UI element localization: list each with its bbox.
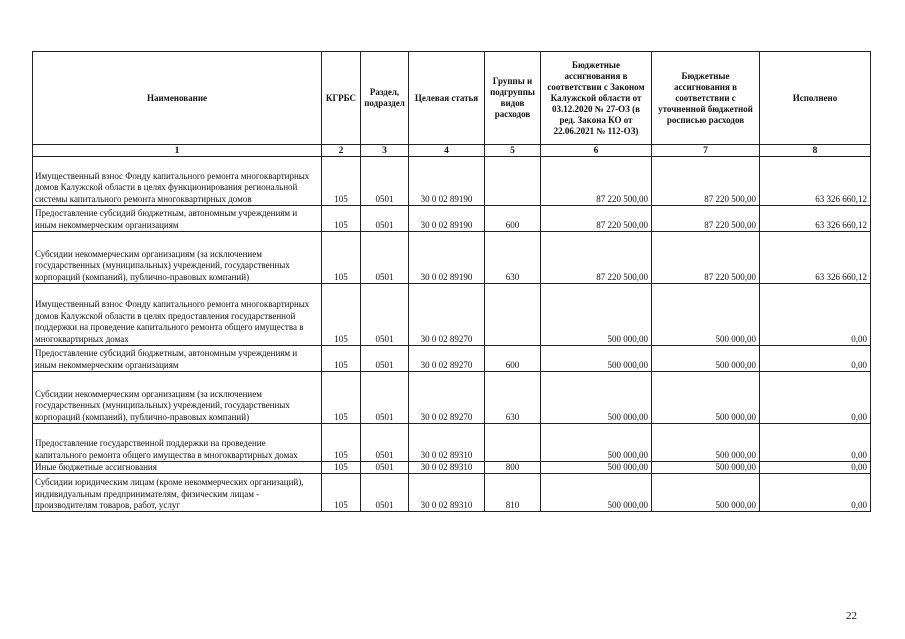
- row-name: Предоставление государственной поддержки на проведение капитального ремонта общего имущества в многоквартирных домах: [33, 424, 322, 462]
- row-executed-amount: 0,00: [760, 372, 871, 424]
- row-executed-amount: 63 326 660,12: [760, 232, 871, 284]
- row-section: 0501: [361, 474, 409, 512]
- row-kgrbs: 105: [322, 424, 361, 462]
- row-target: 30 0 02 89270: [409, 372, 485, 424]
- row-law-amount: 500 000,00: [541, 474, 652, 512]
- row-law-amount: 87 220 500,00: [541, 206, 652, 232]
- row-refined-amount: 87 220 500,00: [652, 157, 760, 206]
- row-target: 30 0 02 89190: [409, 232, 485, 284]
- row-executed-amount: 0,00: [760, 462, 871, 474]
- row-section: 0501: [361, 284, 409, 346]
- row-executed-amount: 0,00: [760, 474, 871, 512]
- row-group: [485, 157, 541, 206]
- row-refined-amount: 87 220 500,00: [652, 206, 760, 232]
- row-group: 600: [485, 346, 541, 372]
- row-law-amount: 500 000,00: [541, 346, 652, 372]
- row-group: 630: [485, 232, 541, 284]
- row-executed-amount: 0,00: [760, 424, 871, 462]
- table-header-row: [33, 52, 871, 145]
- header-kgrbs: КГРБС: [322, 52, 361, 145]
- row-target: 30 0 02 89310: [409, 474, 485, 512]
- row-section: 0501: [361, 232, 409, 284]
- column-number: 8: [760, 145, 871, 157]
- row-section: 0501: [361, 424, 409, 462]
- column-number: 5: [485, 145, 541, 157]
- table-row: [33, 157, 871, 206]
- row-law-amount: 87 220 500,00: [541, 232, 652, 284]
- row-section: 0501: [361, 346, 409, 372]
- row-kgrbs: 105: [322, 372, 361, 424]
- table-row: [33, 474, 871, 512]
- row-name: Субсидии некоммерческим организациям (за исключением государственных (муниципальных) учреждений, государственных корпораций (компаний), публично-правовых компаний): [33, 372, 322, 424]
- row-target: 30 0 02 89190: [409, 206, 485, 232]
- row-kgrbs: 105: [322, 232, 361, 284]
- row-target: 30 0 02 89310: [409, 462, 485, 474]
- row-kgrbs: 105: [322, 284, 361, 346]
- header-group: Группы и подгруппы видов расходов: [485, 52, 541, 145]
- table-row: [33, 346, 871, 372]
- row-name: Субсидии юридическим лицам (кроме некоммерческих организаций), индивидуальным предпринимателям, физическим лицам - производителям товаров, работ, услуг: [33, 474, 322, 512]
- header-refined-allocations: Бюджетные ассигнования в соответствии с уточненной бюджетной росписью расходов: [652, 52, 760, 145]
- table-row: [33, 462, 871, 474]
- row-target: 30 0 02 89310: [409, 424, 485, 462]
- column-number: 3: [361, 145, 409, 157]
- row-law-amount: 500 000,00: [541, 462, 652, 474]
- row-name: Имущественный взнос Фонду капитального ремонта многоквартирных домов Калужской области в целях функционирования региональной системы капитального ремонта многоквартирных домов: [33, 157, 322, 206]
- column-number: 6: [541, 145, 652, 157]
- row-executed-amount: 63 326 660,12: [760, 157, 871, 206]
- header-name: Наименование: [33, 52, 322, 145]
- column-number: 7: [652, 145, 760, 157]
- row-law-amount: 500 000,00: [541, 372, 652, 424]
- column-number: 1: [33, 145, 322, 157]
- row-section: 0501: [361, 206, 409, 232]
- column-number: 2: [322, 145, 361, 157]
- row-group: 630: [485, 372, 541, 424]
- budget-table: [32, 51, 871, 512]
- row-name: Предоставление субсидий бюджетным, автономным учреждениям и иным некоммерческим организациям: [33, 346, 322, 372]
- row-refined-amount: 500 000,00: [652, 474, 760, 512]
- row-kgrbs: 105: [322, 346, 361, 372]
- row-law-amount: 500 000,00: [541, 284, 652, 346]
- row-group: 810: [485, 474, 541, 512]
- header-target: Целевая статья: [409, 52, 485, 145]
- row-group: [485, 424, 541, 462]
- row-name: Иные бюджетные ассигнования: [33, 462, 322, 474]
- row-target: 30 0 02 89270: [409, 284, 485, 346]
- row-executed-amount: 63 326 660,12: [760, 206, 871, 232]
- row-executed-amount: 0,00: [760, 346, 871, 372]
- header-executed: Исполнено: [760, 52, 871, 145]
- column-number-row: [33, 145, 871, 157]
- row-executed-amount: 0,00: [760, 284, 871, 346]
- row-section: 0501: [361, 157, 409, 206]
- row-refined-amount: 500 000,00: [652, 346, 760, 372]
- row-refined-amount: 500 000,00: [652, 372, 760, 424]
- header-section: Раздел, подраздел: [361, 52, 409, 145]
- row-name: Субсидии некоммерческим организациям (за исключением государственных (муниципальных) учреждений, государственных корпораций (компаний), публично-правовых компаний): [33, 232, 322, 284]
- row-refined-amount: 500 000,00: [652, 424, 760, 462]
- row-kgrbs: 105: [322, 462, 361, 474]
- row-refined-amount: 500 000,00: [652, 462, 760, 474]
- row-section: 0501: [361, 462, 409, 474]
- row-kgrbs: 105: [322, 157, 361, 206]
- row-target: 30 0 02 89270: [409, 346, 485, 372]
- row-kgrbs: 105: [322, 474, 361, 512]
- column-number: 4: [409, 145, 485, 157]
- table-row: [33, 206, 871, 232]
- table-row: [33, 372, 871, 424]
- row-group: 800: [485, 462, 541, 474]
- row-law-amount: 87 220 500,00: [541, 157, 652, 206]
- header-law-allocations: Бюджетные ассигнования в соответствии с Законом Калужской области от 03.12.2020 № 27-ОЗ (в ред. Закона КО от 22.06.2021 № 112-ОЗ): [541, 52, 652, 145]
- row-target: 30 0 02 89190: [409, 157, 485, 206]
- table-row: [33, 232, 871, 284]
- row-group: [485, 284, 541, 346]
- row-section: 0501: [361, 372, 409, 424]
- table-row: [33, 284, 871, 346]
- row-group: 600: [485, 206, 541, 232]
- table-row: [33, 424, 871, 462]
- budget-table-container: [32, 51, 870, 512]
- row-refined-amount: 87 220 500,00: [652, 232, 760, 284]
- row-law-amount: 500 000,00: [541, 424, 652, 462]
- row-name: Предоставление субсидий бюджетным, автономным учреждениям и иным некоммерческим организациям: [33, 206, 322, 232]
- row-kgrbs: 105: [322, 206, 361, 232]
- page-number: 22: [846, 610, 857, 622]
- row-name: Имущественный взнос Фонду капитального ремонта многоквартирных домов Калужской области в целях предоставления государственной поддержки на проведение капитального ремонта общего имущества в многоквартирных домах: [33, 284, 322, 346]
- row-refined-amount: 500 000,00: [652, 284, 760, 346]
